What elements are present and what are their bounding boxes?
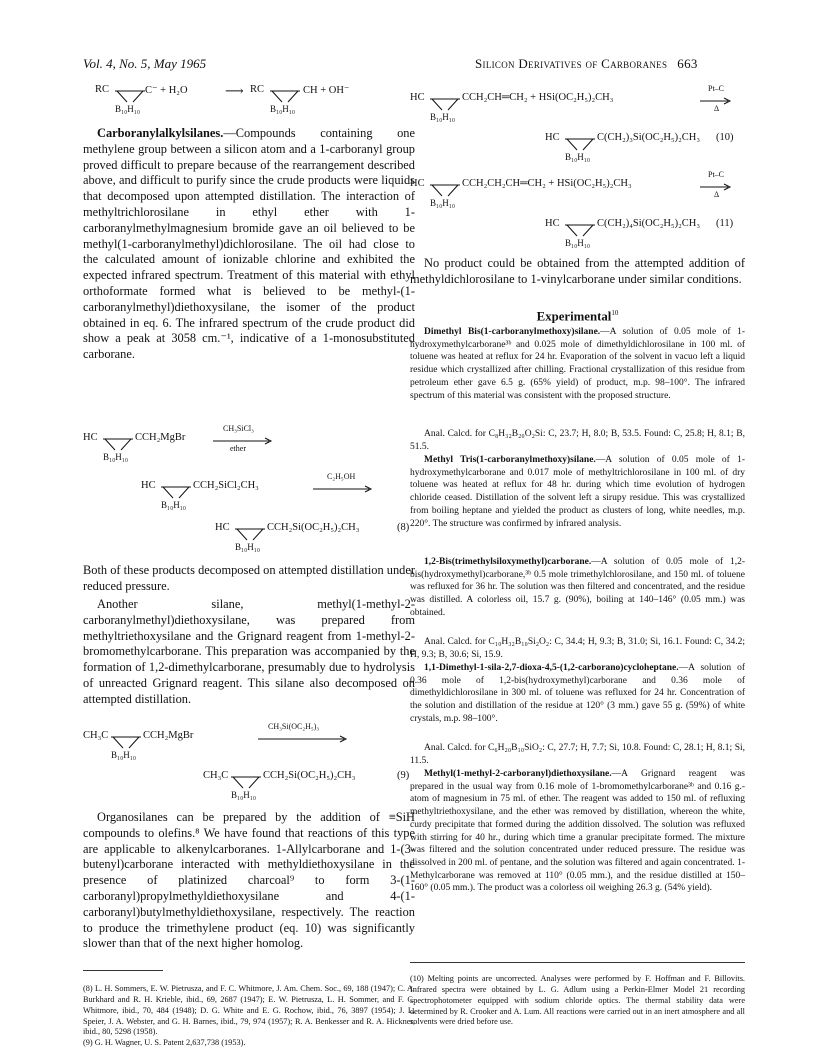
eq8-r3-right: CCH₂Si(OC₂H₅)₂CH₃ xyxy=(267,522,360,533)
eq10-catalyst: Pt–C xyxy=(708,84,725,93)
procedure-text: —A Grignard reagent was prepared in the usual way from 0.16 mole of 1-bromomethylcarborane³ᵇ and 0.16 g.-atom of magnesium in 75 ml. of ether. The reagent was added to 150 ml. of refluxing methyltriethoxysilane, and the ether was removed by distillation, whereon the white, curdy precipitate that formed during the addition dissolved. The solution was refluxed with stirring for 40 hr., during which time a granular precipitate formed. The mixture was filtered and the solution concentrated under reduced pressure. The residue was dissolved in 200 ml. of pentane, and the solution was filtered and again concentrated. 1-Methylcarborane was removed at 110° (0.05 mm.), and the residue distilled at 150–160° (0.05 mm.). The product was a colorless oil weighing 26.3 g. (54% yield). xyxy=(410,769,745,894)
eq11-r1-left: HC xyxy=(410,178,425,189)
eq11-catalyst: Pt–C xyxy=(708,170,725,179)
experimental-methyl-tris xyxy=(410,454,745,530)
eq8-cage-3: B₁₀H₁₀ xyxy=(235,542,261,552)
experimental-dimethyl-bis xyxy=(410,326,745,402)
eq9-cage-1: B₁₀H₁₀ xyxy=(111,750,137,760)
eq11-cage-2: B₁₀H₁₀ xyxy=(565,238,591,248)
eq8-r3-left: HC xyxy=(215,522,230,533)
header-title-text: Silicon Derivatives of Carboranes xyxy=(475,56,668,71)
eq-top-product-right: CH + OH⁻ xyxy=(303,85,350,96)
analysis-cycloheptane: Anal. Calcd. for C₆H₂₀B₁₀SiO₂: C, 27.7; H, 7.7; Si, 10.8. Found: C, 28.1; H, 8.1; Si, 11.5. xyxy=(410,743,745,766)
footnote-divider xyxy=(410,962,745,963)
procedure-text: —A solution of 0.05 mole of 1-hydroxymethylcarborane and 0.017 mole of methyltrichlorosilane in 100 ml. of dry toluene was heated at reflux for 48 hr. during which time evolution of hydrogen chloride ceased. Distillation of the solvent left a sirupy residue. This was crystallized from boiling heptane and yielded the product as clusters of long, white needles, m.p. 220°. The structure was confirmed by infrared analysis. xyxy=(410,455,745,529)
equation-number: (9) xyxy=(397,770,410,781)
eq9-r2-right: CCH₂Si(OC₂H₅)₂CH₃ xyxy=(263,770,356,781)
eq8-r1-right: CCH₂MgBr xyxy=(135,432,186,443)
compound-title: 1,1-Dimethyl-1-sila-2,7-dioxa-4,5-(1,2-carborano)cycloheptane. xyxy=(424,663,679,673)
eq11-heat: Δ xyxy=(714,190,720,199)
equation-number: (8) xyxy=(397,522,410,533)
eq8-reagent-1: CH₃SiCl₃ xyxy=(223,424,254,433)
equation-8 xyxy=(83,398,415,552)
eq10-cage-1: B₁₀H₁₀ xyxy=(430,112,456,122)
equation-11 xyxy=(410,170,745,250)
paragraph-another-silane: Another silane, methyl(1-methyl-2-carboranylmethyl)diethoxysilane, was prepared from methyltriethoxysilane and the Grignard reagent from 1-methyl-2-bromomethylcarborane. This preparation was accompanied by the formation of 1,2-dimethylcarborane, presumably due to hydrolysis of unreacted Grignard reagent. This silane also decomposed on attempted distillation. xyxy=(83,597,415,706)
paragraph-carboranylalkylsilanes xyxy=(83,126,415,363)
experimental-bis-trimethylsiloxymethyl xyxy=(410,556,745,620)
compound-title: 1,2-Bis(trimethylsiloxymethyl)carborane. xyxy=(424,557,592,567)
eq-top-cage: B₁₀H₁₀ xyxy=(115,104,141,114)
compound-title: Dimethyl Bis(1-carboranylmethoxy)silane. xyxy=(424,327,601,337)
footnote-10: (10) Melting points are uncorrected. Analyses were performed by F. Hoffman and F. Billovits. Infrared spectra were obtained by L. G. Adlum using a Perkin-Elmer Model 21 recording spectrophotometer equipped with sodium chloride optics. The thermal stability data were determined by R. Crooker and A. Lum. All reactions were carried out in an inert atmosphere and all solvents were dried before use. xyxy=(410,974,745,1027)
paragraph-decomposed: Both of these products decomposed on attempted distillation under reduced pressure. xyxy=(83,563,415,593)
compound-title: Methyl Tris(1-carboranylmethoxy)silane. xyxy=(424,455,596,465)
eq10-cage-2: B₁₀H₁₀ xyxy=(565,152,591,162)
eq8-reagent-2: C₂H₅OH xyxy=(327,472,356,481)
paragraph-text: —Compounds containing one methylene group between a silicon atom and a 1-carboranyl group proved difficult to prepare because of the rearrangement described above, and difficult to purify since the crude products were liquids that decomposed upon attempted distillation. The interaction of methyltrichlorosilane in ethyl ether with 1-carboranylmethylmagnesium bromide gave an oil believed to be methyl(1-carboranylmethyl)dichlorosilane. The oil had close to the calculated amount of ionizable chlorine and exhibited the expected infrared spectrum. Treatment of this material with ethyl orthoformate formed what is believed to be methyl-(1-carboranylmethyl)diethoxysilane, the isomer of the product obtained in eq. 6. The infrared spectrum of the crude product did show a peak at 3058 cm.⁻¹, indicative of a 1-monosubstituted carborane. xyxy=(83,126,415,362)
reaction-arrow-icon xyxy=(313,486,373,492)
eq9-r1-right: CCH₂MgBr xyxy=(143,730,194,741)
equation-10 xyxy=(410,84,745,164)
eq10-p-left: HC xyxy=(545,132,560,143)
paragraph-organosilanes: Organosilanes can be prepared by the addition of ≡SiH compounds to olefins.⁸ We have found that reactions of this type are applicable to alkenylcarboranes. 1-Allylcarborane and 1-(3-butenyl)carborane interacted with methyldiethoxysilane in the presence of platinized charcoal⁹ to form 3-(1-carboranyl)propylmethyldiethoxysilane and 4-(1-carboranyl)butylmethyldiethoxysilane, respectively. The reaction to produce the trimethylene product (eq. 10) was significantly slower than that of the next higher homolog. xyxy=(83,810,415,951)
eq9-r1-left: CH₃C xyxy=(83,730,109,741)
eq8-r2-right: CCH₂SiCl₂CH₃ xyxy=(193,480,259,491)
eq8-condition: ether xyxy=(230,444,246,453)
eq8-cage-2: B₁₀H₁₀ xyxy=(161,500,187,510)
equation-9 xyxy=(83,722,415,800)
experimental-methyl-diethoxysilane xyxy=(410,768,745,895)
eq11-cage-1: B₁₀H₁₀ xyxy=(430,198,456,208)
experimental-footnote-ref: 10 xyxy=(611,309,619,317)
eq10-p-right: C(CH₂)₃Si(OC₂H₅)₂CH₃ xyxy=(597,132,701,143)
procedure-text: —A solution of 0.05 mole of 1,2-bis(hydroxymethyl)carborane,³ᵇ 0.5 mole trimethylchlorosilane, and 150 ml. of toluene was refluxed for 36 hr. The solution was then filtered and concentrated, and the residue was distilled. A colorless oil, 15.7 g. (90%), boiling at 140–146° (0.05 mm.) was obtained. xyxy=(410,557,745,618)
eq8-r2-left: HC xyxy=(141,480,156,491)
eq11-p-left: HC xyxy=(545,218,560,229)
equation-number: (11) xyxy=(716,218,734,229)
eq-top-left: RC xyxy=(95,84,110,95)
footnote-9: (9) G. H. Wagner, U. S. Patent 2,637,738 (1953). xyxy=(83,1038,246,1048)
eq9-cage-2: B₁₀H₁₀ xyxy=(231,790,257,800)
eq10-heat: Δ xyxy=(714,104,720,113)
reaction-arrow-icon xyxy=(258,736,348,742)
equation-number: (10) xyxy=(716,132,734,143)
experimental-heading-text: Experimental xyxy=(536,309,612,324)
eq9-reagent: CH₃Si(OC₂H₅)₃ xyxy=(268,722,320,731)
section-title: Carboranylalkylsilanes. xyxy=(97,126,224,140)
eq11-r1-right: CCH₂CH₂CH═CH₂ + HSi(OC₂H₅)₂CH₃ xyxy=(462,178,632,189)
analysis-bis-trimethylsiloxymethyl: Anal. Calcd. for C₁₀H₃₂B₁₀Si₂O₂: C, 34.4; H, 9.3; B, 31.0; Si, 16.1. Found: C, 34.2; H, 9.3; B, 30.6; Si, 15.9. xyxy=(410,637,745,660)
running-header-volume: Vol. 4, No. 5, May 1965 xyxy=(83,56,207,71)
experimental-cycloheptane xyxy=(410,662,745,726)
reaction-arrow-icon: ⟶ xyxy=(225,83,244,98)
eq11-p-right: C(CH₂)₄Si(OC₂H₅)₂CH₃ xyxy=(597,218,701,229)
footnote-divider xyxy=(83,970,163,971)
equation-top xyxy=(95,84,415,120)
procedure-text: —A solution of 0.36 mole of 1,2-bis(hydroxymethyl)carborane and 0.36 mole of dimethyldichlorosilane in 300 ml. of toluene was refluxed for 24 hr. Concentration of the solution and distillation of the residue at 120° (3 mm.) gave 55 g. (59%) of white crystals, m.p. 98–100°. xyxy=(410,663,745,724)
analysis-dimethyl-bis: Anal. Calcd. for C₈H₃₂B₂₀O₂Si: C, 23.7; H, 8.0; B, 53.5. Found: C, 25.8; H, 8.1; B, 51.5. xyxy=(410,429,745,452)
running-header-title xyxy=(475,56,698,72)
eq8-r1-left: HC xyxy=(83,432,98,443)
compound-title: Methyl(1-methyl-2-carboranyl)diethoxysilane. xyxy=(424,769,612,779)
eq-top-right: C⁻ + H₂O xyxy=(145,85,188,96)
experimental-heading xyxy=(410,309,745,324)
page-number: 663 xyxy=(677,56,698,71)
eq-top-product-left: RC xyxy=(250,84,265,95)
eq-top-product-cage: B₁₀H₁₀ xyxy=(270,104,296,114)
eq10-r1-right: CCH₂CH═CH₂ + HSi(OC₂H₅)₂CH₃ xyxy=(462,92,614,103)
paragraph-no-product: No product could be obtained from the attempted addition of methyldichlorosilane to 1-vinylcarborane under similar conditions. xyxy=(410,256,745,286)
footnote-8: (8) L. H. Sommers, E. W. Pietrusza, and F. C. Whitmore, J. Am. Chem. Soc., 69, 188 (1947); C. A. Burkhard and R. H. Krieble, ibid., 69, 2687 (1947); E. W. Pietrusza, L. H. Sommer, and F. C. Whitmore, ibid., 70, 484 (1948); D. G. White and E. G. Rochow, ibid., 76, 3897 (1954); J. L. Speier, J. A. Webster, and G. H. Barnes, ibid., 79, 974 (1957); R. A. Benkesser and R. A. Hickner, ibid., 80, 5298 (1958). xyxy=(83,984,415,1037)
eq10-r1-left: HC xyxy=(410,92,425,103)
procedure-text: —A solution of 0.05 mole of 1-hydroxymethylcarborane³ᵇ and 0.025 mole of dimethyldichlorosilane in 100 ml. of toluene was heated at reflux for 24 hr. Evaporation of the solvent in vacuo left a liquid residue which crystallized after chilling. Fractional crystallization of this residue from petroleum ether gave 6.5 g. (65% yield) of product, m.p. 98–100°. The infrared spectrum of this material was consistent with the proposed structure. xyxy=(410,327,745,401)
eq9-r2-left: CH₃C xyxy=(203,770,229,781)
eq8-cage-1: B₁₀H₁₀ xyxy=(103,452,129,462)
